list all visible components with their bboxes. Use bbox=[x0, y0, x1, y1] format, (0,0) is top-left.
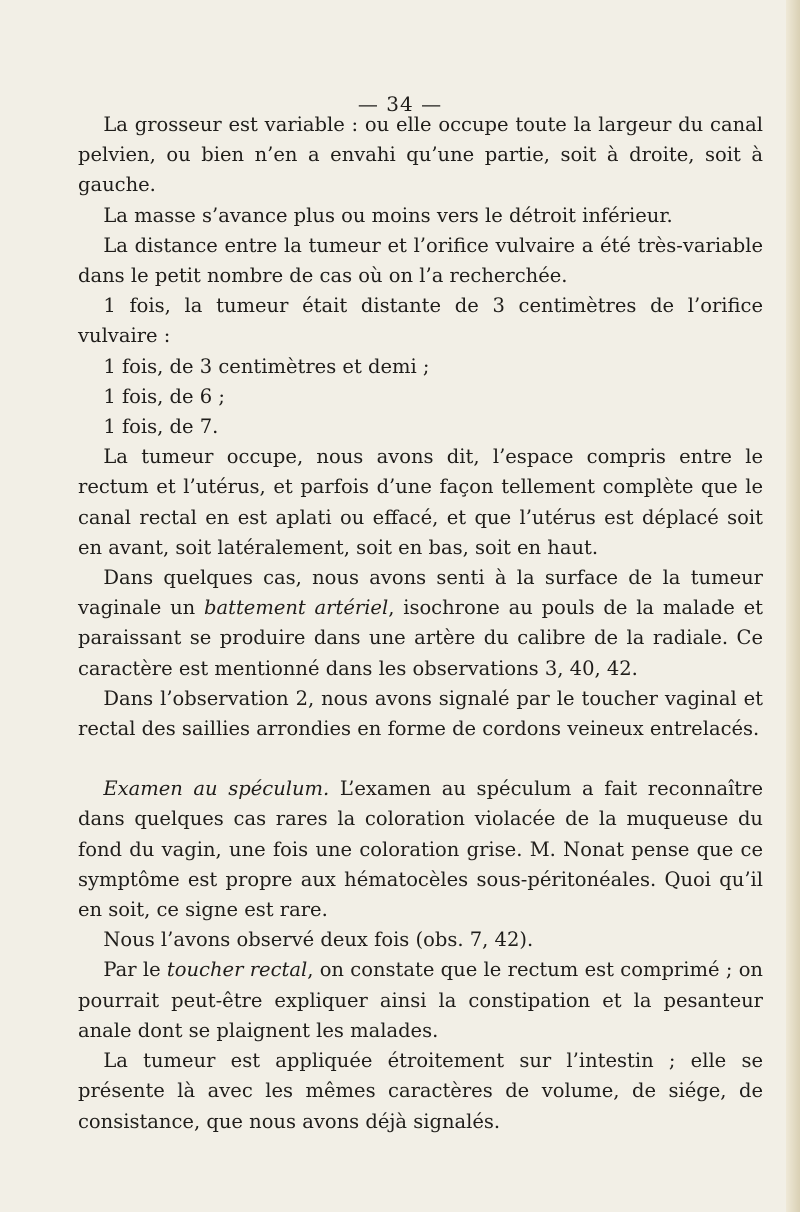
body-text bbox=[78, 110, 763, 1137]
paragraph-14: La tumeur est appliquée étroitement sur l’intestin ; elle se présente là avec les mêmes caractères de volume, de siége, de consistance, que nous avons déjà signalés. bbox=[78, 1049, 763, 1133]
paragraph-13-before: Par le bbox=[103, 958, 167, 982]
paragraph-1: La grosseur est variable : ou elle occupe toute la largeur du canal pelvien, ou bien n’en a envahi qu’une partie, soit à droite, soit à gauche. bbox=[78, 113, 763, 197]
paragraph-10: Dans l’observation 2, nous avons signalé par le toucher vaginal et rectal des saillies arrondies en forme de cordons veineux entrelacés. bbox=[78, 686, 763, 741]
paragraph-5: 1 fois, de 3 centimètres et demi ; bbox=[103, 354, 430, 378]
paragraph-11 bbox=[78, 774, 763, 925]
paragraph-13-italic: toucher rectal bbox=[166, 958, 308, 982]
paragraph-7: 1 fois, de 7. bbox=[103, 415, 219, 439]
paragraph-13 bbox=[78, 955, 763, 1046]
paragraph-9-before: Dans quelques cas, nous avons senti à la surface de la tumeur vaginale un bbox=[78, 566, 763, 620]
page-number: — 34 — bbox=[357, 92, 443, 116]
page-edge-shadow bbox=[786, 0, 800, 1212]
paragraph-9-italic: battement artériel bbox=[204, 596, 389, 620]
paragraph-9 bbox=[78, 563, 763, 684]
paragraph-3: La distance entre la tumeur et l’orifice vulvaire a été très-variable dans le petit nombre de cas où on l’a recherchée. bbox=[78, 233, 763, 288]
paragraph-9-after: , isochrone au pouls de la malade et paraissant se produire dans une artère du calibre de la radiale. Ce caractère est mentionné dans les observations 3, 40, 42. bbox=[78, 596, 764, 680]
paragraph-8: La tumeur occupe, nous avons dit, l’espace compris entre le rectum et l’utérus, et parfois d’une façon tellement complète que le canal rectal en est aplati ou effacé, et que l’utérus est déplacé soit en avant, soit latéralement, soit en bas, soit en haut. bbox=[78, 445, 763, 559]
paragraph-2: La masse s’avance plus ou moins vers le détroit inférieur. bbox=[103, 203, 673, 227]
paragraph-11-after: L’examen au spéculum a fait reconnaître dans quelques cas rares la coloration violacée de la muqueuse du fond du vagin, une fois une coloration grise. M. Nonat pense que ce symptôme est propre aux hématocèles sous-péritonéales. Quoi qu’il en soit, ce signe est rare. bbox=[78, 777, 764, 922]
paragraph-6: 1 fois, de 6 ; bbox=[103, 384, 225, 408]
paragraph-4: 1 fois, la tumeur était distante de 3 centimètres de l’orifice vulvaire : bbox=[78, 294, 763, 348]
paragraph-12: Nous l’avons observé deux fois (obs. 7, 42). bbox=[103, 928, 534, 952]
section-heading-speculum: Examen au spéculum. bbox=[103, 777, 330, 801]
paragraph-13-after: , on constate que le rectum est comprimé ; on pourrait peut-être expliquer ainsi la constipation et la pesanteur anale dont se plaignent les malades. bbox=[78, 958, 763, 1042]
